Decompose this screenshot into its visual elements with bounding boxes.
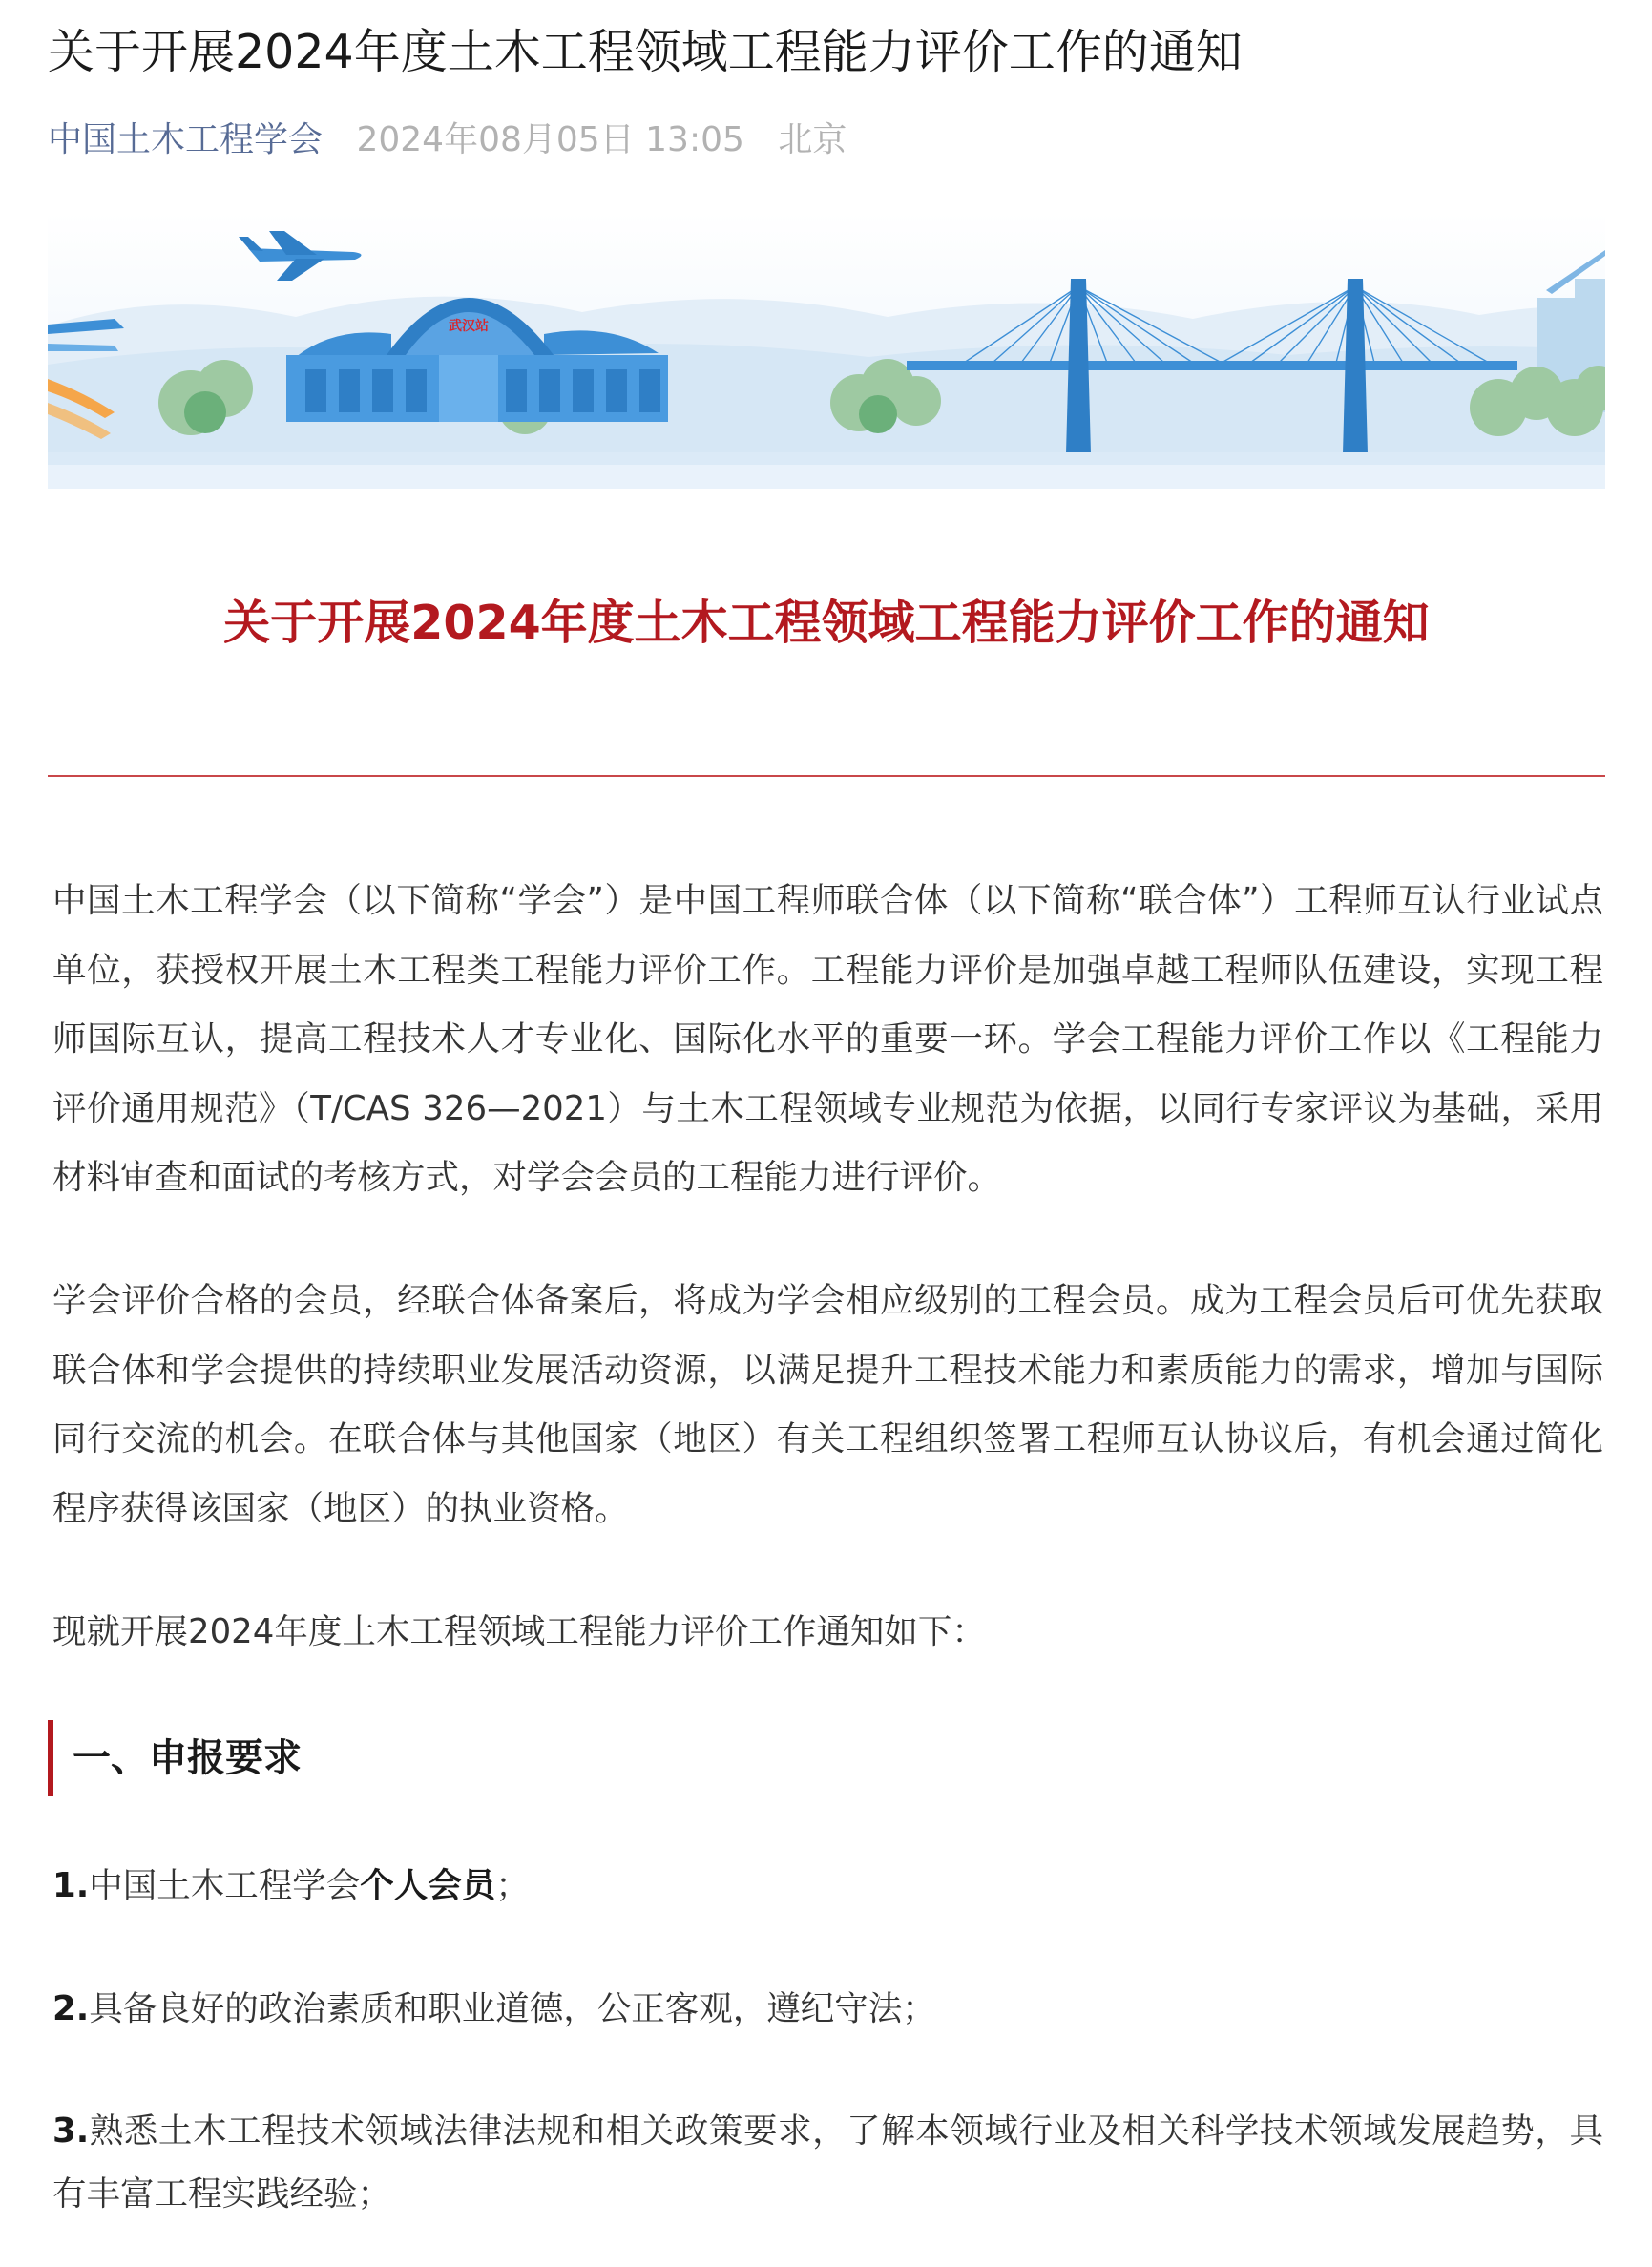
requirement-number: 2. [52,1989,90,2028]
article-meta [48,116,847,164]
section-divider [48,775,1605,777]
requirement-tail: ； [495,1866,530,1905]
notice-lead-paragraph: 现就开展2024年度土木工程领域工程能力评价工作通知如下： [52,1612,986,1651]
station-sign: 武汉站 [449,319,489,334]
section-heading-text: 一、申报要求 [73,1736,302,1780]
notice-heading: 关于开展2024年度土木工程领域工程能力评价工作的通知 [223,596,1430,650]
requirement-item [52,2100,1603,2226]
article-title: 关于开展2024年度土木工程领域工程能力评价工作的通知 [48,25,1243,79]
requirement-number: 1. [52,1866,90,1905]
requirement-item [52,1978,1603,2041]
bridge-deck [907,361,1517,370]
publish-location: 北京 [778,120,847,159]
requirement-emphasis: 个人会员 [360,1866,496,1905]
member-benefits-paragraph: 学会评价合格的会员，经联合体备案后，将成为学会相应级别的工程会员。成为工程会员后可优先获取联合体和学会提供的持续职业发展活动资源，以满足提升工程技术能力和素质能力的需求，增加与国际同行交流的机会。在联合体与其他国家（地区）有关工程组织签署工程师互认协议后，有机会通过简化程序获得该国家（地区）的执业资格。 [52,1281,1603,1528]
author-link[interactable]: 中国土木工程学会 [48,120,324,159]
section-heading [48,1720,302,1796]
requirement-text: 具备良好的政治素质和职业道德，公正客观，遵纪守法； [89,1989,936,2028]
requirement-number: 3. [52,2111,90,2151]
requirement-item [52,1855,1603,1918]
requirement-text: 熟悉土木工程技术领域法律法规和相关政策要求，了解本领域行业及相关科学技术领域发展趋势，具有丰富工程实践经验； [52,2111,1603,2214]
intro-paragraph: 中国土木工程学会（以下简称“学会”）是中国工程师联合体（以下简称“联合体”）工程师互认行业试点单位，获授权开展土木工程类工程能力评价工作。工程能力评价是加强卓越工程师队伍建设，实现工程师国际互认，提高工程技术人才专业化、国际化水平的重要一环。学会工程能力评价工作以《工程能力评价通用规范》（T/CAS 326—2021）与土木工程领域专业规范为依据，以同行专家评议为基础，采用材料审查和面试的考核方式，对学会会员的工程能力进行评价。 [52,881,1603,1197]
requirement-text: 中国土木工程学会 [89,1866,361,1905]
publish-date: 2024年08月05日 13:05 [356,120,744,159]
city-banner-illustration [48,212,1605,489]
